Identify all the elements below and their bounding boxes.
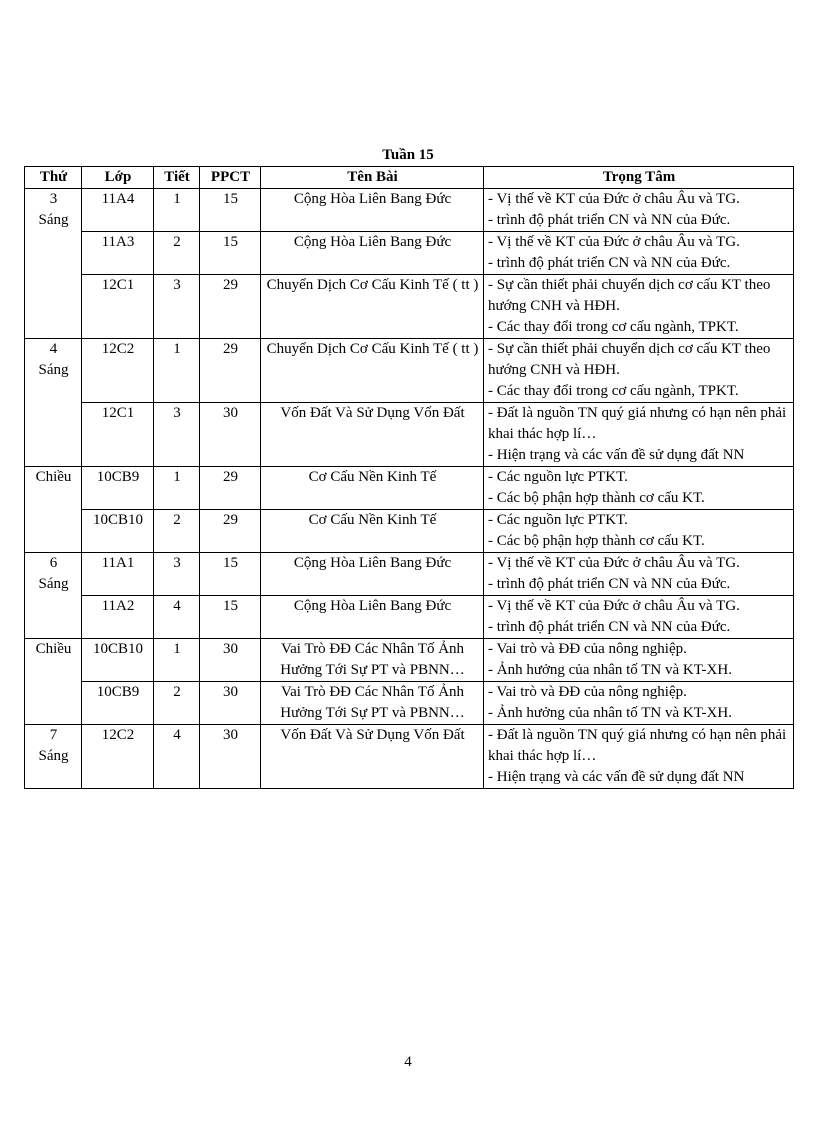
table-row xyxy=(25,232,794,275)
focus-point: - Các nguồn lực PTKT. xyxy=(488,512,628,528)
focus-point: - Ảnh hưởng của nhân tố TN và KT-XH. xyxy=(488,662,732,678)
lesson-title-cell: Vai Trò ĐĐ Các Nhân Tố Ảnh Hưởng Tới Sự PT và PBNN… xyxy=(261,639,484,682)
page-number: 4 xyxy=(404,1054,412,1070)
table-row xyxy=(25,403,794,467)
class-cell: 10CB9 xyxy=(82,682,154,725)
period-cell: 3 xyxy=(154,275,200,339)
period-cell: 1 xyxy=(154,189,200,232)
focus-cell xyxy=(484,232,794,275)
focus-cell xyxy=(484,596,794,639)
day-session: Chiều xyxy=(35,469,72,485)
table-row xyxy=(25,553,794,596)
ppct-cell: 15 xyxy=(200,232,261,275)
focus-cell xyxy=(484,725,794,789)
focus-point: - Đất là nguồn TN quý giá nhưng có hạn nên phải khai thác hợp lí… xyxy=(488,727,787,764)
focus-point: - Ảnh hưởng của nhân tố TN và KT-XH. xyxy=(488,705,732,721)
lesson-title-cell: Vai Trò ĐĐ Các Nhân Tố Ảnh Hưởng Tới Sự PT và PBNN… xyxy=(261,682,484,725)
ppct-cell: 15 xyxy=(200,553,261,596)
header-ten-bai: Tên Bài xyxy=(261,167,484,189)
period-cell: 1 xyxy=(154,339,200,403)
day-cell xyxy=(25,467,82,553)
table-row xyxy=(25,682,794,725)
lesson-title-cell: Vốn Đất Và Sử Dụng Vốn Đất xyxy=(261,725,484,789)
table-row xyxy=(25,510,794,553)
focus-point: - Sự cần thiết phải chuyển dịch cơ cấu KT theo hướng CNH và HĐH. xyxy=(488,341,771,378)
day-number: 3 xyxy=(49,191,58,207)
day-cell xyxy=(25,553,82,639)
period-cell: 1 xyxy=(154,467,200,510)
period-cell: 1 xyxy=(154,639,200,682)
lesson-title-cell: Chuyển Dịch Cơ Cấu Kinh Tế ( tt ) xyxy=(261,339,484,403)
period-cell: 4 xyxy=(154,596,200,639)
focus-cell xyxy=(484,553,794,596)
header-lop: Lớp xyxy=(82,167,154,189)
table-row xyxy=(25,189,794,232)
focus-point: - trình độ phát triển CN và NN của Đức. xyxy=(488,576,731,592)
day-session: Sáng xyxy=(38,576,69,592)
table-header-row xyxy=(25,167,794,189)
table-row xyxy=(25,596,794,639)
ppct-cell: 30 xyxy=(200,725,261,789)
lesson-title-cell: Chuyển Dịch Cơ Cấu Kinh Tế ( tt ) xyxy=(261,275,484,339)
table-row xyxy=(25,467,794,510)
focus-point: - Vị thế về KT của Đức ở châu Âu và TG. xyxy=(488,555,740,571)
ppct-cell: 29 xyxy=(200,339,261,403)
lesson-title-cell: Cơ Cấu Nền Kinh Tế xyxy=(261,467,484,510)
focus-point: - trình độ phát triển CN và NN của Đức. xyxy=(488,212,731,228)
period-cell: 4 xyxy=(154,725,200,789)
focus-cell xyxy=(484,510,794,553)
ppct-cell: 30 xyxy=(200,639,261,682)
day-cell xyxy=(25,339,82,467)
ppct-cell: 30 xyxy=(200,403,261,467)
week-title: Tuần 15 xyxy=(382,147,434,163)
table-row xyxy=(25,639,794,682)
focus-point: - Vị thế về KT của Đức ở châu Âu và TG. xyxy=(488,191,740,207)
lesson-title-cell: Vốn Đất Và Sử Dụng Vốn Đất xyxy=(261,403,484,467)
lesson-title-cell: Cơ Cấu Nền Kinh Tế xyxy=(261,510,484,553)
ppct-cell: 29 xyxy=(200,467,261,510)
day-cell xyxy=(25,639,82,725)
focus-point: - trình độ phát triển CN và NN của Đức. xyxy=(488,619,731,635)
focus-point: - Các bộ phận hợp thành cơ cấu KT. xyxy=(488,490,705,506)
schedule-table xyxy=(24,166,794,789)
focus-cell xyxy=(484,467,794,510)
period-cell: 3 xyxy=(154,403,200,467)
lesson-title-cell: Cộng Hòa Liên Bang Đức xyxy=(261,189,484,232)
day-number: 6 xyxy=(49,555,58,571)
focus-point: - Các nguồn lực PTKT. xyxy=(488,469,628,485)
focus-point: - Vai trò và ĐĐ của nông nghiệp. xyxy=(488,641,687,657)
period-cell: 3 xyxy=(154,553,200,596)
focus-point: - Sự cần thiết phải chuyển dịch cơ cấu KT theo hướng CNH và HĐH. xyxy=(488,277,771,314)
period-cell: 2 xyxy=(154,682,200,725)
class-cell: 11A3 xyxy=(82,232,154,275)
day-session: Sáng xyxy=(38,362,69,378)
focus-cell xyxy=(484,339,794,403)
focus-cell xyxy=(484,403,794,467)
day-cell xyxy=(25,725,82,789)
header-trong-tam: Trọng Tâm xyxy=(484,167,794,189)
period-cell: 2 xyxy=(154,232,200,275)
class-cell: 11A4 xyxy=(82,189,154,232)
focus-point: - trình độ phát triển CN và NN của Đức. xyxy=(488,255,731,271)
focus-point: - Vị thế về KT của Đức ở châu Âu và TG. xyxy=(488,598,740,614)
class-cell: 12C2 xyxy=(82,725,154,789)
day-session: Sáng xyxy=(38,748,69,764)
lesson-title-cell: Cộng Hòa Liên Bang Đức xyxy=(261,553,484,596)
ppct-cell: 29 xyxy=(200,275,261,339)
class-cell: 12C1 xyxy=(82,403,154,467)
ppct-cell: 30 xyxy=(200,682,261,725)
class-cell: 12C1 xyxy=(82,275,154,339)
focus-cell xyxy=(484,682,794,725)
class-cell: 11A1 xyxy=(82,553,154,596)
focus-point: - Đất là nguồn TN quý giá nhưng có hạn nên phải khai thác hợp lí… xyxy=(488,405,787,442)
lesson-title-cell: Cộng Hòa Liên Bang Đức xyxy=(261,596,484,639)
focus-cell xyxy=(484,275,794,339)
header-tiet: Tiết xyxy=(154,167,200,189)
header-ppct: PPCT xyxy=(200,167,261,189)
day-session: Sáng xyxy=(38,212,69,228)
focus-point: - Các thay đổi trong cơ cấu ngành, TPKT. xyxy=(488,383,739,399)
focus-cell xyxy=(484,189,794,232)
lesson-title-cell: Cộng Hòa Liên Bang Đức xyxy=(261,232,484,275)
focus-point: - Các thay đổi trong cơ cấu ngành, TPKT. xyxy=(488,319,739,335)
focus-point: - Vị thế về KT của Đức ở châu Âu và TG. xyxy=(488,234,740,250)
focus-cell xyxy=(484,639,794,682)
table-row xyxy=(25,725,794,789)
table-row xyxy=(25,275,794,339)
class-cell: 10CB9 xyxy=(82,467,154,510)
day-number: 4 xyxy=(49,341,58,357)
focus-point: - Vai trò và ĐĐ của nông nghiệp. xyxy=(488,684,687,700)
class-cell: 12C2 xyxy=(82,339,154,403)
class-cell: 11A2 xyxy=(82,596,154,639)
class-cell: 10CB10 xyxy=(82,639,154,682)
focus-point: - Hiện trạng và các vấn đề sử dụng đất NN xyxy=(488,447,745,463)
ppct-cell: 29 xyxy=(200,510,261,553)
day-number: 7 xyxy=(49,727,58,743)
period-cell: 2 xyxy=(154,510,200,553)
header-thu: Thứ xyxy=(25,167,82,189)
focus-point: - Các bộ phận hợp thành cơ cấu KT. xyxy=(488,533,705,549)
focus-point: - Hiện trạng và các vấn đề sử dụng đất NN xyxy=(488,769,745,785)
ppct-cell: 15 xyxy=(200,596,261,639)
table-row xyxy=(25,339,794,403)
day-session: Chiều xyxy=(35,641,72,657)
class-cell: 10CB10 xyxy=(82,510,154,553)
day-cell xyxy=(25,189,82,339)
ppct-cell: 15 xyxy=(200,189,261,232)
